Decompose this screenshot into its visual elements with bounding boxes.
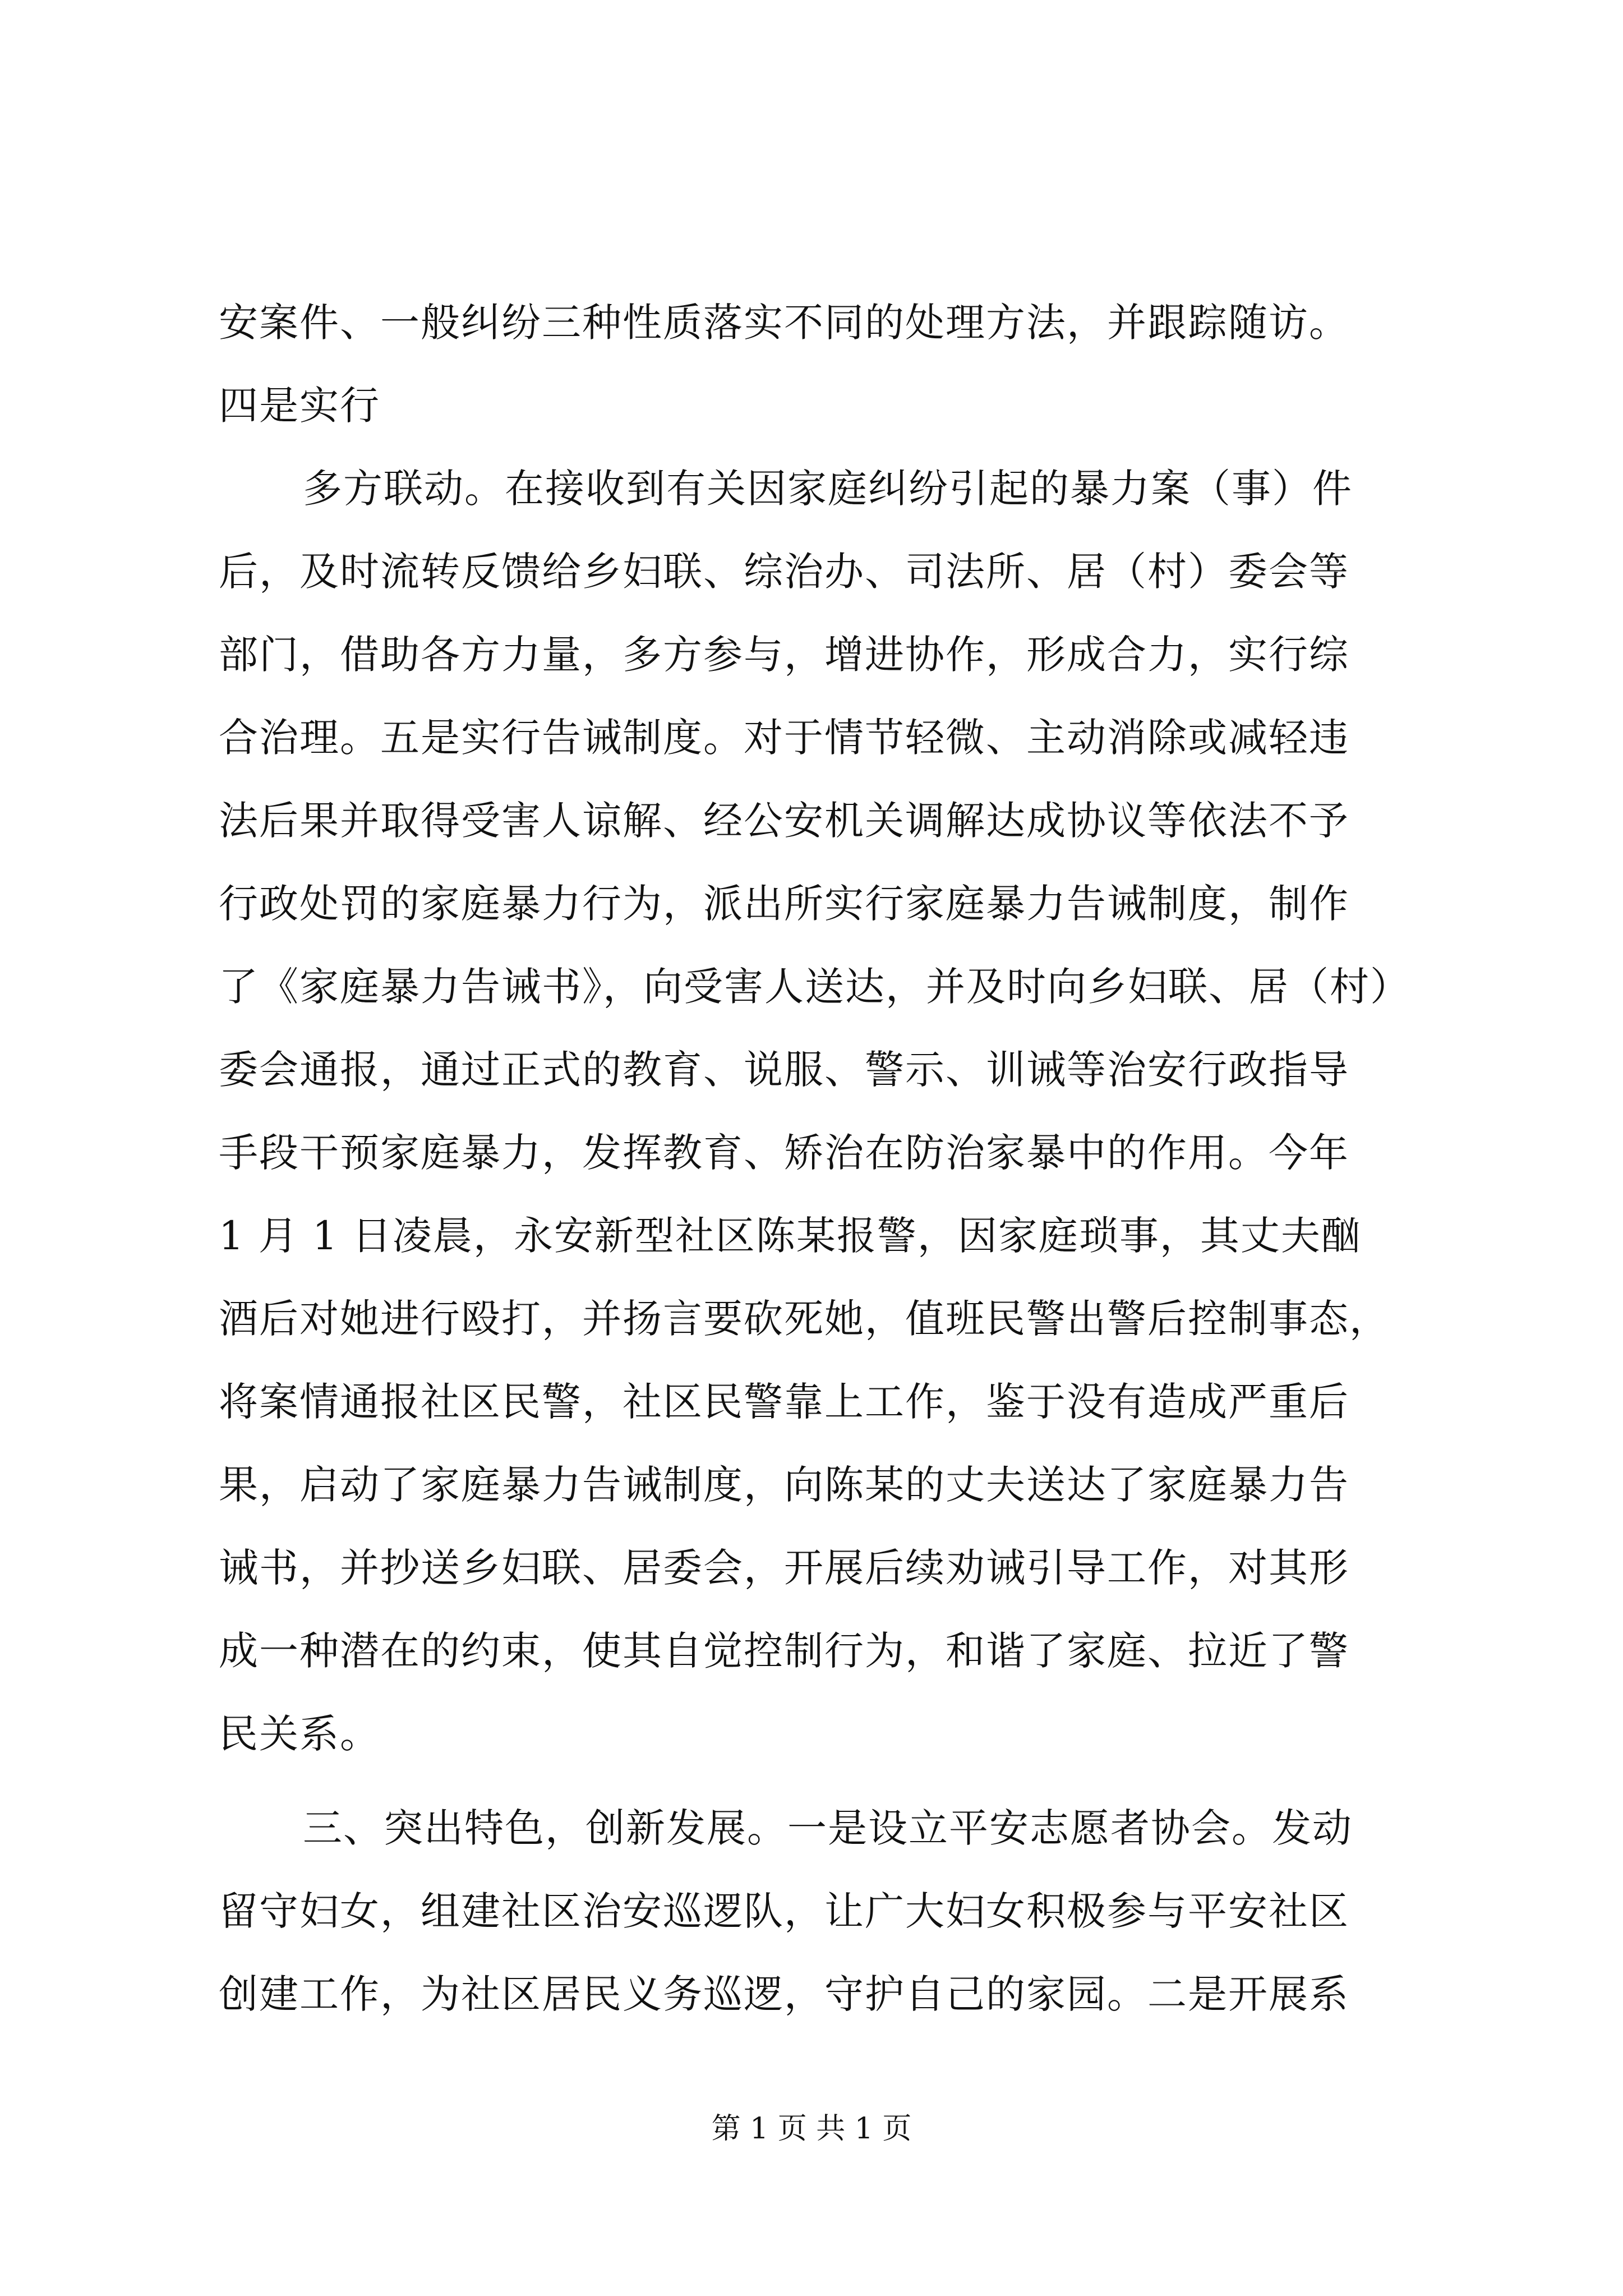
text-line: 安案件、一般纠纷三种性质落实不同的处理方法，并跟踪随访。 xyxy=(219,300,1349,346)
text-line: 手段干预家庭暴力，发挥教育、矫治在防治家暴中的作用。今年 xyxy=(219,1130,1349,1176)
document-body xyxy=(219,300,1424,2055)
text-line: 将案情通报社区民警，社区民警靠上工作，鉴于没有造成严重后 xyxy=(219,1379,1349,1425)
text-line: 留守妇女，组建社区治安巡逻队，让广大妇女积极参与平安社区 xyxy=(219,1888,1349,1934)
text-line: 部门，借助各方力量，多方参与，增进协作，形成合力，实行综 xyxy=(219,632,1349,678)
text-line: 酒后对她进行殴打，并扬言要砍死她，值班民警出警后控制事态， xyxy=(219,1296,1390,1342)
text-line: 民关系。 xyxy=(219,1711,380,1757)
text-line: 诫书，并抄送乡妇联、居委会，开展后续劝诫引导工作，对其形 xyxy=(219,1545,1349,1591)
paragraph-start-line: 多方联动。在接收到有关因家庭纠纷引起的暴力案（事）件 xyxy=(303,466,1353,512)
text-line: 法后果并取得受害人谅解、经公安机关调解达成协议等依法不予 xyxy=(219,798,1349,844)
text-line: 创建工作，为社区居民义务巡逻，守护自己的家园。二是开展系 xyxy=(219,1971,1349,2017)
text-line: 合治理。五是实行告诫制度。对于情节轻微、主动消除或减轻违 xyxy=(219,715,1349,761)
paragraph-start-line: 三、突出特色，创新发展。一是设立平安志愿者协会。发动 xyxy=(303,1805,1353,1851)
text-line: 成一种潜在的约束，使其自觉控制行为，和谐了家庭、拉近了警 xyxy=(219,1628,1349,1674)
text-line: 四是实行 xyxy=(219,383,380,429)
text-line: 行政处罚的家庭暴力行为，派出所实行家庭暴力告诫制度，制作 xyxy=(219,881,1349,927)
text-line: 1 月 1 日凌晨，永安新型社区陈某报警，因家庭琐事，其丈夫酗 xyxy=(219,1213,1362,1259)
text-line: 了《家庭暴力告诫书》，向受害人送达，并及时向乡妇联、居（村） xyxy=(219,964,1410,1010)
text-line: 果，启动了家庭暴力告诫制度，向陈某的丈夫送达了家庭暴力告 xyxy=(219,1462,1349,1508)
page-number-footer: 第 1 页 共 1 页 xyxy=(711,2112,912,2146)
text-line: 委会通报，通过正式的教育、说服、警示、训诫等治安行政指导 xyxy=(219,1047,1349,1093)
text-line: 后，及时流转反馈给乡妇联、综治办、司法所、居（村）委会等 xyxy=(219,549,1349,595)
